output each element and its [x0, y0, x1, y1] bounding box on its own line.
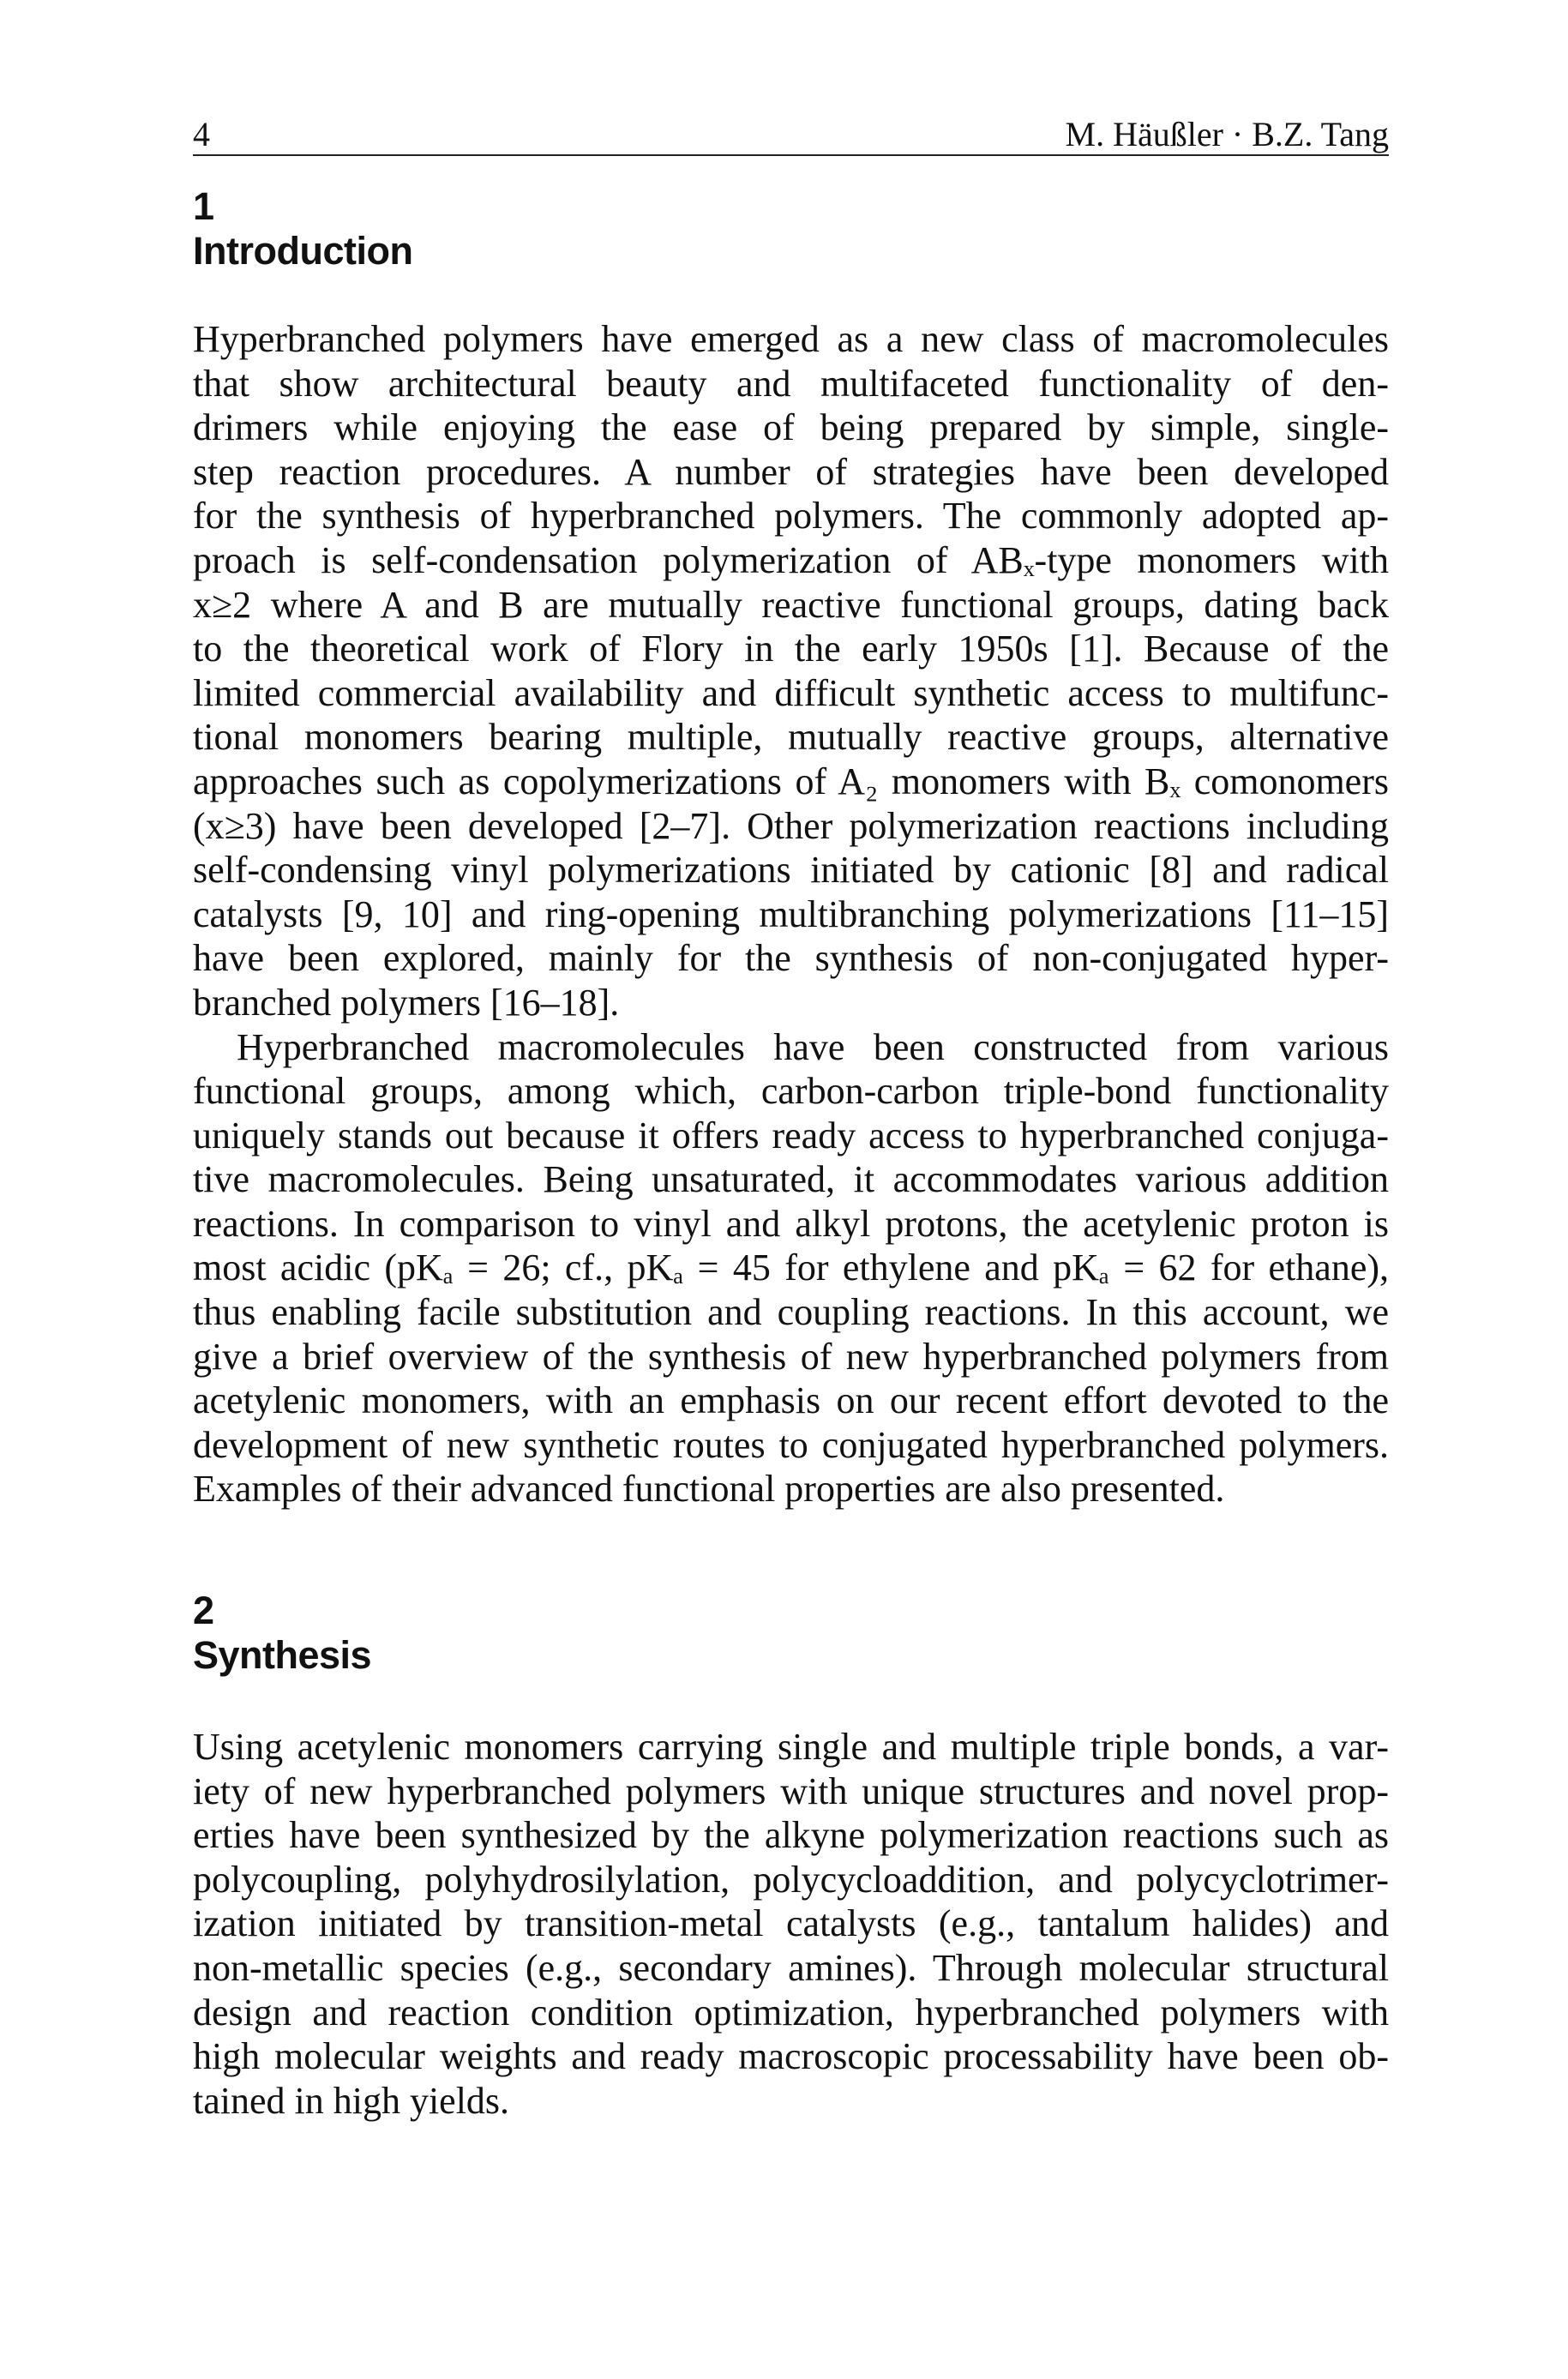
text-line: polycoupling, polyhydrosilylation, polycycloaddition, and polycyclotrimer-	[193, 1858, 1389, 1901]
page-number: 4	[193, 115, 210, 153]
text-line: Using acetylenic monomers carrying single and multiple triple bonds, a var-	[193, 1726, 1389, 1768]
section-heading-introduction	[193, 184, 412, 273]
text-line: for the synthesis of hyperbranched polymers. The commonly adopted ap-	[193, 495, 1389, 538]
text-line: step reaction procedures. A number of strategies have been developed	[193, 450, 1389, 493]
text-line: catalysts [9, 10] and ring-opening multibranching polymerizations [11–15]	[193, 892, 1389, 935]
text-line: ization initiated by transition-metal catalysts (e.g., tantalum halides) and	[193, 1902, 1389, 1945]
text-line: thus enabling facile substitution and coupling reactions. In this account, we	[193, 1291, 1389, 1334]
text-line: limited commercial availability and difficult synthetic access to multifunc-	[193, 671, 1389, 714]
text-line: proach is self-condensation polymerization of ABₓ-type monomers with	[193, 538, 1389, 581]
section-heading-synthesis	[193, 1589, 371, 1678]
text-line: tional monomers bearing multiple, mutually reactive groups, alternative	[193, 716, 1389, 759]
text-line: branched polymers [16–18].	[193, 981, 620, 1024]
text-line: non-metallic species (e.g., secondary amines). Through molecular structural	[193, 1946, 1389, 1989]
text-line: Hyperbranched polymers have emerged as a new class of macromolecules	[193, 318, 1389, 360]
text-line: to the theoretical work of Flory in the early 1950s [1]. Because of the	[193, 628, 1389, 670]
text-line: that show architectural beauty and multifaceted functionality of den-	[193, 362, 1389, 405]
section-title: Introduction	[193, 229, 413, 273]
text-line: high molecular weights and ready macroscopic processability have been ob-	[193, 2035, 1389, 2078]
text-line: tained in high yields.	[193, 2079, 510, 2122]
text-line: Examples of their advanced functional properties are also presented.	[193, 1468, 1225, 1511]
text-line: design and reaction condition optimization, hyperbranched polymers with	[193, 1991, 1389, 2034]
text-line: tive macromolecules. Being unsaturated, it accommodates various addition	[193, 1158, 1389, 1201]
section-body-introduction	[193, 317, 1389, 1511]
text-line: reactions. In comparison to vinyl and alkyl protons, the acetylenic proton is	[193, 1202, 1389, 1245]
text-line: have been explored, mainly for the synthesis of non-conjugated hyper-	[193, 937, 1389, 980]
section-body-synthesis	[193, 1725, 1389, 2123]
section-number: 2	[193, 1589, 214, 1632]
running-header-authors: M. Häußler · B.Z. Tang	[1065, 115, 1389, 153]
text-line: approaches such as copolymerizations of A₂ monomers with Bₓ comonomers	[193, 760, 1389, 802]
text-line: iety of new hyperbranched polymers with unique structures and novel prop-	[193, 1769, 1389, 1812]
running-header	[193, 113, 1389, 156]
text-line: development of new synthetic routes to conjugated hyperbranched polymers.	[193, 1423, 1389, 1466]
header-rule	[193, 154, 1389, 156]
text-line: self-condensing vinyl polymerizations initiated by cationic [8] and radical	[193, 849, 1389, 892]
text-line: Hyperbranched macromolecules have been constructed from various	[237, 1025, 1389, 1068]
text-line: give a brief overview of the synthesis of new hyperbranched polymers from	[193, 1335, 1389, 1378]
text-line: functional groups, among which, carbon-carbon triple-bond functionality	[193, 1070, 1389, 1113]
section-title: Synthesis	[193, 1633, 372, 1677]
section-number: 1	[193, 184, 214, 228]
text-line: drimers while enjoying the ease of being prepared by simple, single-	[193, 406, 1389, 449]
text-line: x≥2 where A and B are mutually reactive functional groups, dating back	[193, 583, 1389, 626]
text-line: acetylenic monomers, with an emphasis on our recent effort devoted to the	[193, 1379, 1389, 1422]
text-line: uniquely stands out because it offers ready access to hyperbranched conjuga-	[193, 1114, 1389, 1156]
text-line: erties have been synthesized by the alkyne polymerization reactions such as	[193, 1814, 1389, 1857]
text-line: (x≥3) have been developed [2–7]. Other polymerization reactions including	[193, 804, 1389, 847]
text-line: most acidic (pKₐ = 26; cf., pKₐ = 45 for ethylene and pKₐ = 62 for ethane),	[193, 1247, 1389, 1289]
